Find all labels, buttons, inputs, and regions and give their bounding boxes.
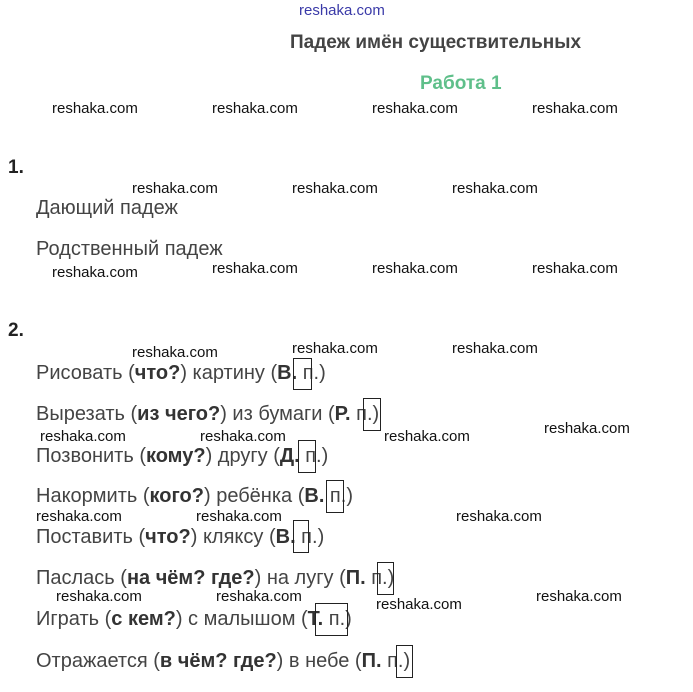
task-2-row: Играть (с кем?) с малышом (Т. п.)	[36, 608, 352, 630]
watermark: reshaka.com	[372, 260, 458, 277]
watermark: reshaka.com	[532, 260, 618, 277]
ending-box	[377, 562, 394, 595]
watermark: reshaka.com	[132, 180, 218, 197]
watermark: reshaka.com	[52, 264, 138, 281]
task-2-row: Позвонить (кому?) другу (Д. п.)	[36, 445, 329, 467]
ending-box	[396, 645, 413, 678]
ending-box	[326, 480, 344, 513]
task-2-row: Вырезать (из чего?) из бумаги (Р. п.)	[36, 403, 380, 425]
ending-box	[293, 358, 312, 390]
watermark: reshaka.com	[384, 428, 470, 445]
watermark: reshaka.com	[52, 100, 138, 117]
task-1-number: 1.	[8, 157, 24, 178]
watermark: reshaka.com	[452, 340, 538, 357]
watermark: reshaka.com	[196, 508, 282, 525]
watermark: reshaka.com	[216, 588, 302, 605]
watermark: reshaka.com	[292, 340, 378, 357]
task-1-item: Родственный падеж	[36, 238, 223, 260]
watermark-top: reshaka.com	[299, 2, 385, 19]
watermark: reshaka.com	[376, 596, 462, 613]
ending-box	[315, 603, 348, 636]
watermark: reshaka.com	[536, 588, 622, 605]
watermark: reshaka.com	[212, 100, 298, 117]
task-2-row: Паслась (на чём? где?) на лугу (П. п.)	[36, 567, 395, 589]
task-2-number: 2.	[8, 320, 24, 341]
ending-box	[298, 440, 316, 473]
watermark: reshaka.com	[212, 260, 298, 277]
watermark: reshaka.com	[132, 344, 218, 361]
page-subtitle: Работа 1	[420, 73, 502, 94]
task-1-item: Дающий падеж	[36, 197, 178, 219]
watermark: reshaka.com	[372, 100, 458, 117]
ending-box	[293, 520, 309, 553]
watermark: reshaka.com	[200, 428, 286, 445]
watermark: reshaka.com	[544, 420, 630, 437]
task-2-row: Поставить (что?) кляксу (В. п.)	[36, 526, 325, 548]
watermark: reshaka.com	[40, 428, 126, 445]
watermark: reshaka.com	[36, 508, 122, 525]
watermark: reshaka.com	[456, 508, 542, 525]
page-title: Падеж имён существительных	[290, 32, 582, 53]
watermark: reshaka.com	[452, 180, 538, 197]
task-2-row: Накормить (кого?) ребёнка (В. п.)	[36, 485, 353, 507]
watermark: reshaka.com	[56, 588, 142, 605]
task-2-row: Рисовать (что?) картину (В. п.)	[36, 362, 326, 384]
task-2-row: Отражается (в чём? где?) в небе (П. п.)	[36, 650, 411, 672]
watermark: reshaka.com	[532, 100, 618, 117]
ending-box	[363, 398, 381, 431]
watermark: reshaka.com	[292, 180, 378, 197]
